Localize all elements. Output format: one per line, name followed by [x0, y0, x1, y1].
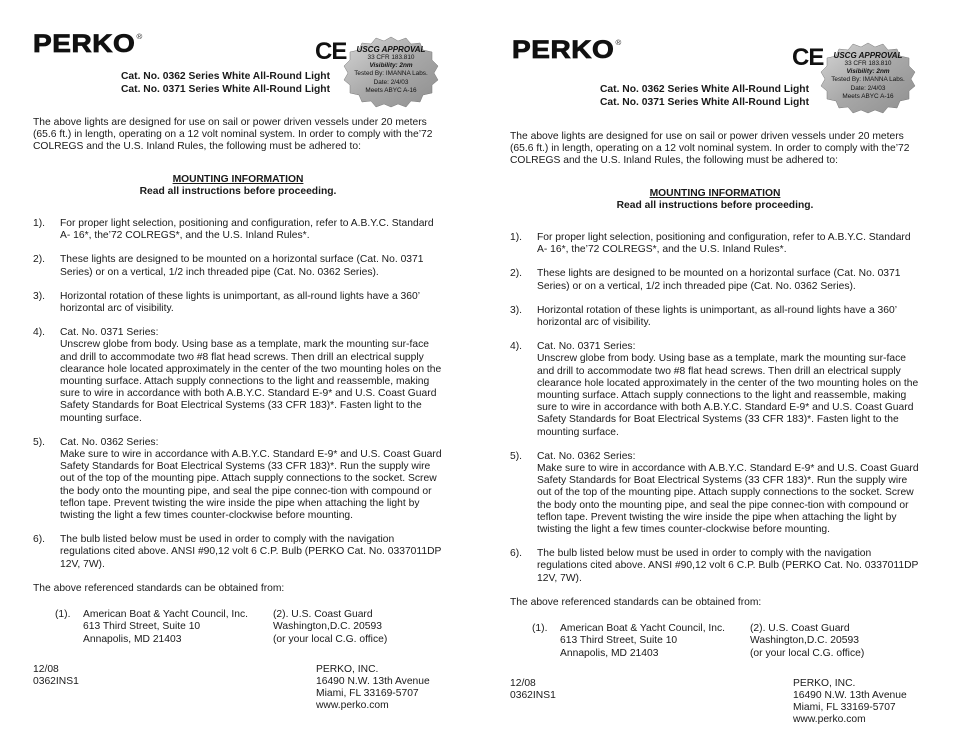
- instruction-item: [510, 232, 920, 256]
- seal-line: Meets ABYC A-16: [365, 86, 417, 94]
- footer: [510, 678, 920, 727]
- instruction-item: [33, 291, 443, 315]
- instruction-item: [510, 305, 920, 329]
- item-number: 3).: [510, 304, 523, 316]
- item-text: The bulb listed below must be used in order to comply with the navigation regulations cited above. ANSI #90,12 volt 6 C.P. Bulb (PERKO Cat. No. 0337011DP 12V, 7W).: [537, 548, 919, 584]
- item-text: Horizontal rotation of these lights is unimportant, as all-round lights have a 360’ horizontal arc of visibility.: [60, 290, 420, 315]
- reference-number: (1).: [532, 623, 548, 635]
- reference-line: 613 Third Street, Suite 10: [83, 621, 201, 633]
- catalog-line: Cat. No. 0371 Series White All-Round Light: [599, 96, 809, 108]
- instruction-item: [33, 327, 443, 425]
- item-number: 2).: [33, 254, 46, 266]
- address-line: www.perko.com: [793, 714, 866, 726]
- item-text: Make sure to wire in accordance with A.B.Y.C. Standard E-9* and U.S. Coast Guard Safety Standards for Boat Electrical Systems (33 CFR 183)*. Run the supply wire out of the top of the mounting pipe. Attach supply connections to the socket. Screw the body onto the mounting pipe, and seal the pipe connec-tion with compound or teflon tape. Prevent twisting the wire inside the pipe when attaching the light by twisting the light a few times counter-clockwise before mounting.: [537, 463, 919, 536]
- instruction-item: [510, 341, 920, 439]
- instruction-item: [33, 218, 443, 242]
- item-number: 6).: [33, 534, 46, 546]
- company-address: [793, 678, 907, 727]
- ce-mark-icon: CE: [315, 38, 347, 65]
- reference-number: (1).: [55, 609, 71, 621]
- item-text: Make sure to wire in accordance with A.B.Y.C. Standard E-9* and U.S. Coast Guard Safety Standards for Boat Electrical Systems (33 CFR 183)*. Run the supply wire out of the top of the mounting pipe. Attach supply connections to the socket. Screw the body onto the mounting pipe, and seal the pipe connec-tion with compound or teflon tape. Prevent twisting the wire inside the pipe when attaching the light by twisting the light a few times counter-clockwise before mounting.: [60, 449, 442, 522]
- item-number: 4).: [510, 341, 523, 353]
- references-intro: The above referenced standards can be obtained from:: [33, 582, 285, 594]
- instruction-item: [510, 268, 920, 292]
- catalog-line: Cat. No. 0371 Series White All-Round Light: [120, 83, 330, 95]
- ce-mark-icon: CE: [792, 44, 824, 71]
- item-text: Unscrew globe from body. Using base as a template, mark the mounting sur-face and drill to accommodate two #8 flat head screws. Then drill an electrical supply clearance hole located approximately in the center of the two mounting holes on the mounting surface. Attach supply connections to the light and reassemble, making sure to wire in accordance with both A.B.Y.C. Standard E-9* and U.S. Coast Guard Safety Standards for Boat Electrical Systems (33 CFR 183)*. Fasten light to the mounting surface.: [60, 339, 442, 424]
- mounting-title: MOUNTING INFORMATION: [649, 187, 781, 199]
- company-address: [316, 664, 430, 713]
- item-number: 5).: [510, 450, 523, 462]
- reference-line: (2). U.S. Coast Guard: [750, 623, 850, 635]
- address-line: Miami, FL 33169-5707: [316, 688, 419, 700]
- reference-line: Washington,D.C. 20593: [273, 621, 382, 633]
- item-heading: Cat. No. 0371 Series:: [60, 327, 159, 339]
- address-line: PERKO, INC.: [316, 663, 379, 675]
- mounting-subtitle: Read all instructions before proceeding.: [139, 185, 337, 197]
- seal-line: 33 CFR 183.810: [844, 60, 892, 67]
- catalog-line: Cat. No. 0362 Series White All-Round Light: [599, 84, 809, 95]
- intro-paragraph: The above lights are designed for use on sail or power driven vessels under 20 meters (65.6 ft.) in length, operating on a 12 volt nominal system. In order to comply with the’72 COLREGS and the U.S. Inland Rules, the following must be adhered to:: [510, 131, 910, 167]
- item-text: Horizontal rotation of these lights is unimportant, as all-round lights have a 360’ horizontal arc of visibility.: [537, 304, 897, 329]
- instruction-page-right: [477, 0, 954, 738]
- item-text: These lights are designed to be mounted on a horizontal surface (Cat. No. 0371 Series) or on a vertical, 1/2 inch threaded pipe (Cat. No. 0362 Series).: [537, 268, 901, 292]
- item-heading: Cat. No. 0362 Series:: [60, 436, 159, 448]
- footer-date: 12/08: [33, 663, 59, 675]
- address-line: PERKO, INC.: [793, 677, 856, 689]
- catalog-heading: [0, 71, 330, 96]
- reference-uscg: [273, 609, 443, 646]
- item-number: 1).: [33, 218, 46, 230]
- item-text: The bulb listed below must be used in order to comply with the navigation regulations cited above. ANSI #90,12 volt 6 C.P. Bulb (PERKO Cat. No. 0337011DP 12V, 7W).: [60, 534, 442, 570]
- seal-line: Visibility: 2nm: [369, 62, 413, 70]
- catalog-heading: [479, 84, 809, 109]
- seal-line: 33 CFR 183.810: [367, 54, 415, 61]
- item-heading: Cat. No. 0371 Series:: [537, 341, 636, 353]
- intro-paragraph: The above lights are designed for use on sail or power driven vessels under 20 meters (65.6 ft.) in length, operating on a 12 volt nominal system. In order to comply with the’72 COLREGS and the U.S. Inland Rules, the following must be adhered to:: [33, 117, 433, 153]
- uscg-approval-seal: [343, 36, 439, 108]
- mounting-title: MOUNTING INFORMATION: [172, 173, 304, 185]
- reference-line: American Boat & Yacht Council, Inc.: [83, 609, 249, 621]
- item-text: For proper light selection, positioning and configuration, refer to A.B.Y.C. Standard A- 16*, the’72 COLREGS*, and the U.S. Inland Rules*.: [60, 218, 434, 242]
- item-number: 5).: [33, 436, 46, 448]
- reference-abyc: [83, 609, 273, 646]
- reference-line: (or your local C.G. office): [750, 647, 865, 659]
- item-number: 3).: [33, 290, 46, 302]
- instruction-item: [510, 548, 920, 585]
- item-number: 2).: [510, 268, 523, 280]
- seal-line: Date: 2/4/03: [373, 78, 409, 86]
- reference-line: Annapolis, MD 21403: [83, 633, 182, 645]
- mounting-subtitle: Read all instructions before proceeding.: [616, 199, 814, 211]
- reference-line: (2). U.S. Coast Guard: [273, 609, 373, 621]
- item-number: 4).: [33, 327, 46, 339]
- reference-abyc: [560, 623, 750, 660]
- footer: [33, 664, 443, 713]
- item-number: 1).: [510, 232, 523, 244]
- references-list: [55, 609, 443, 646]
- address-line: Miami, FL 33169-5707: [793, 702, 896, 714]
- item-number: 6).: [510, 548, 523, 560]
- item-text: Unscrew globe from body. Using base as a template, mark the mounting sur-face and drill to accommodate two #8 flat head screws. Then drill an electrical supply clearance hole located approximately in the center of the two mounting holes on the mounting surface. Attach supply connections to the light and reassemble, making sure to wire in accordance with both A.B.Y.C. Standard E-9* and U.S. Coast Guard Safety Standards for Boat Electrical Systems (33 CFR 183)*. Fasten light to the mounting surface.: [537, 353, 919, 438]
- item-text: For proper light selection, positioning and configuration, refer to A.B.Y.C. Standard A- 16*, the’72 COLREGS*, and the U.S. Inland Rules*.: [537, 232, 911, 256]
- seal-line: Tested By: IMANNA Labs.: [354, 70, 428, 78]
- reference-line: American Boat & Yacht Council, Inc.: [560, 623, 726, 635]
- instruction-item: [33, 437, 443, 522]
- catalog-line: Cat. No. 0362 Series White All-Round Light: [120, 71, 330, 82]
- address-line: 16490 N.W. 13th Avenue: [793, 689, 907, 701]
- footer-doc-code: 0362INS1: [33, 675, 79, 687]
- reference-line: 613 Third Street, Suite 10: [560, 635, 678, 647]
- seal-line: Meets ABYC A-16: [842, 92, 894, 100]
- footer-date: 12/08: [510, 677, 536, 689]
- seal-title: USCG APPROVAL: [356, 45, 426, 54]
- reference-uscg: [750, 623, 920, 660]
- seal-line: Visibility: 2nm: [846, 68, 890, 76]
- instruction-item: [33, 254, 443, 278]
- footer-doc-code: 0362INS1: [510, 689, 556, 701]
- item-text: These lights are designed to be mounted on a horizontal surface (Cat. No. 0371 Series) or on a vertical, 1/2 inch threaded pipe (Cat. No. 0362 Series).: [60, 254, 424, 278]
- document-body: [510, 131, 920, 727]
- seal-title: USCG APPROVAL: [833, 51, 903, 60]
- uscg-approval-seal: [820, 42, 916, 114]
- references-list: [532, 623, 920, 660]
- address-line: 16490 N.W. 13th Avenue: [316, 675, 430, 687]
- seal-line: Date: 2/4/03: [850, 84, 886, 92]
- item-heading: Cat. No. 0362 Series:: [537, 450, 636, 462]
- seal-line: Tested By: IMANNA Labs.: [831, 76, 905, 84]
- perko-logo: PERKO®: [512, 36, 622, 64]
- instruction-item: [510, 451, 920, 536]
- references-intro: The above referenced standards can be obtained from:: [510, 596, 762, 608]
- reference-line: (or your local C.G. office): [273, 633, 388, 645]
- address-line: www.perko.com: [316, 700, 389, 712]
- document-body: [33, 117, 443, 713]
- reference-line: Annapolis, MD 21403: [560, 647, 659, 659]
- reference-line: Washington,D.C. 20593: [750, 635, 859, 647]
- instruction-item: [33, 534, 443, 571]
- perko-logo: PERKO®: [33, 30, 143, 58]
